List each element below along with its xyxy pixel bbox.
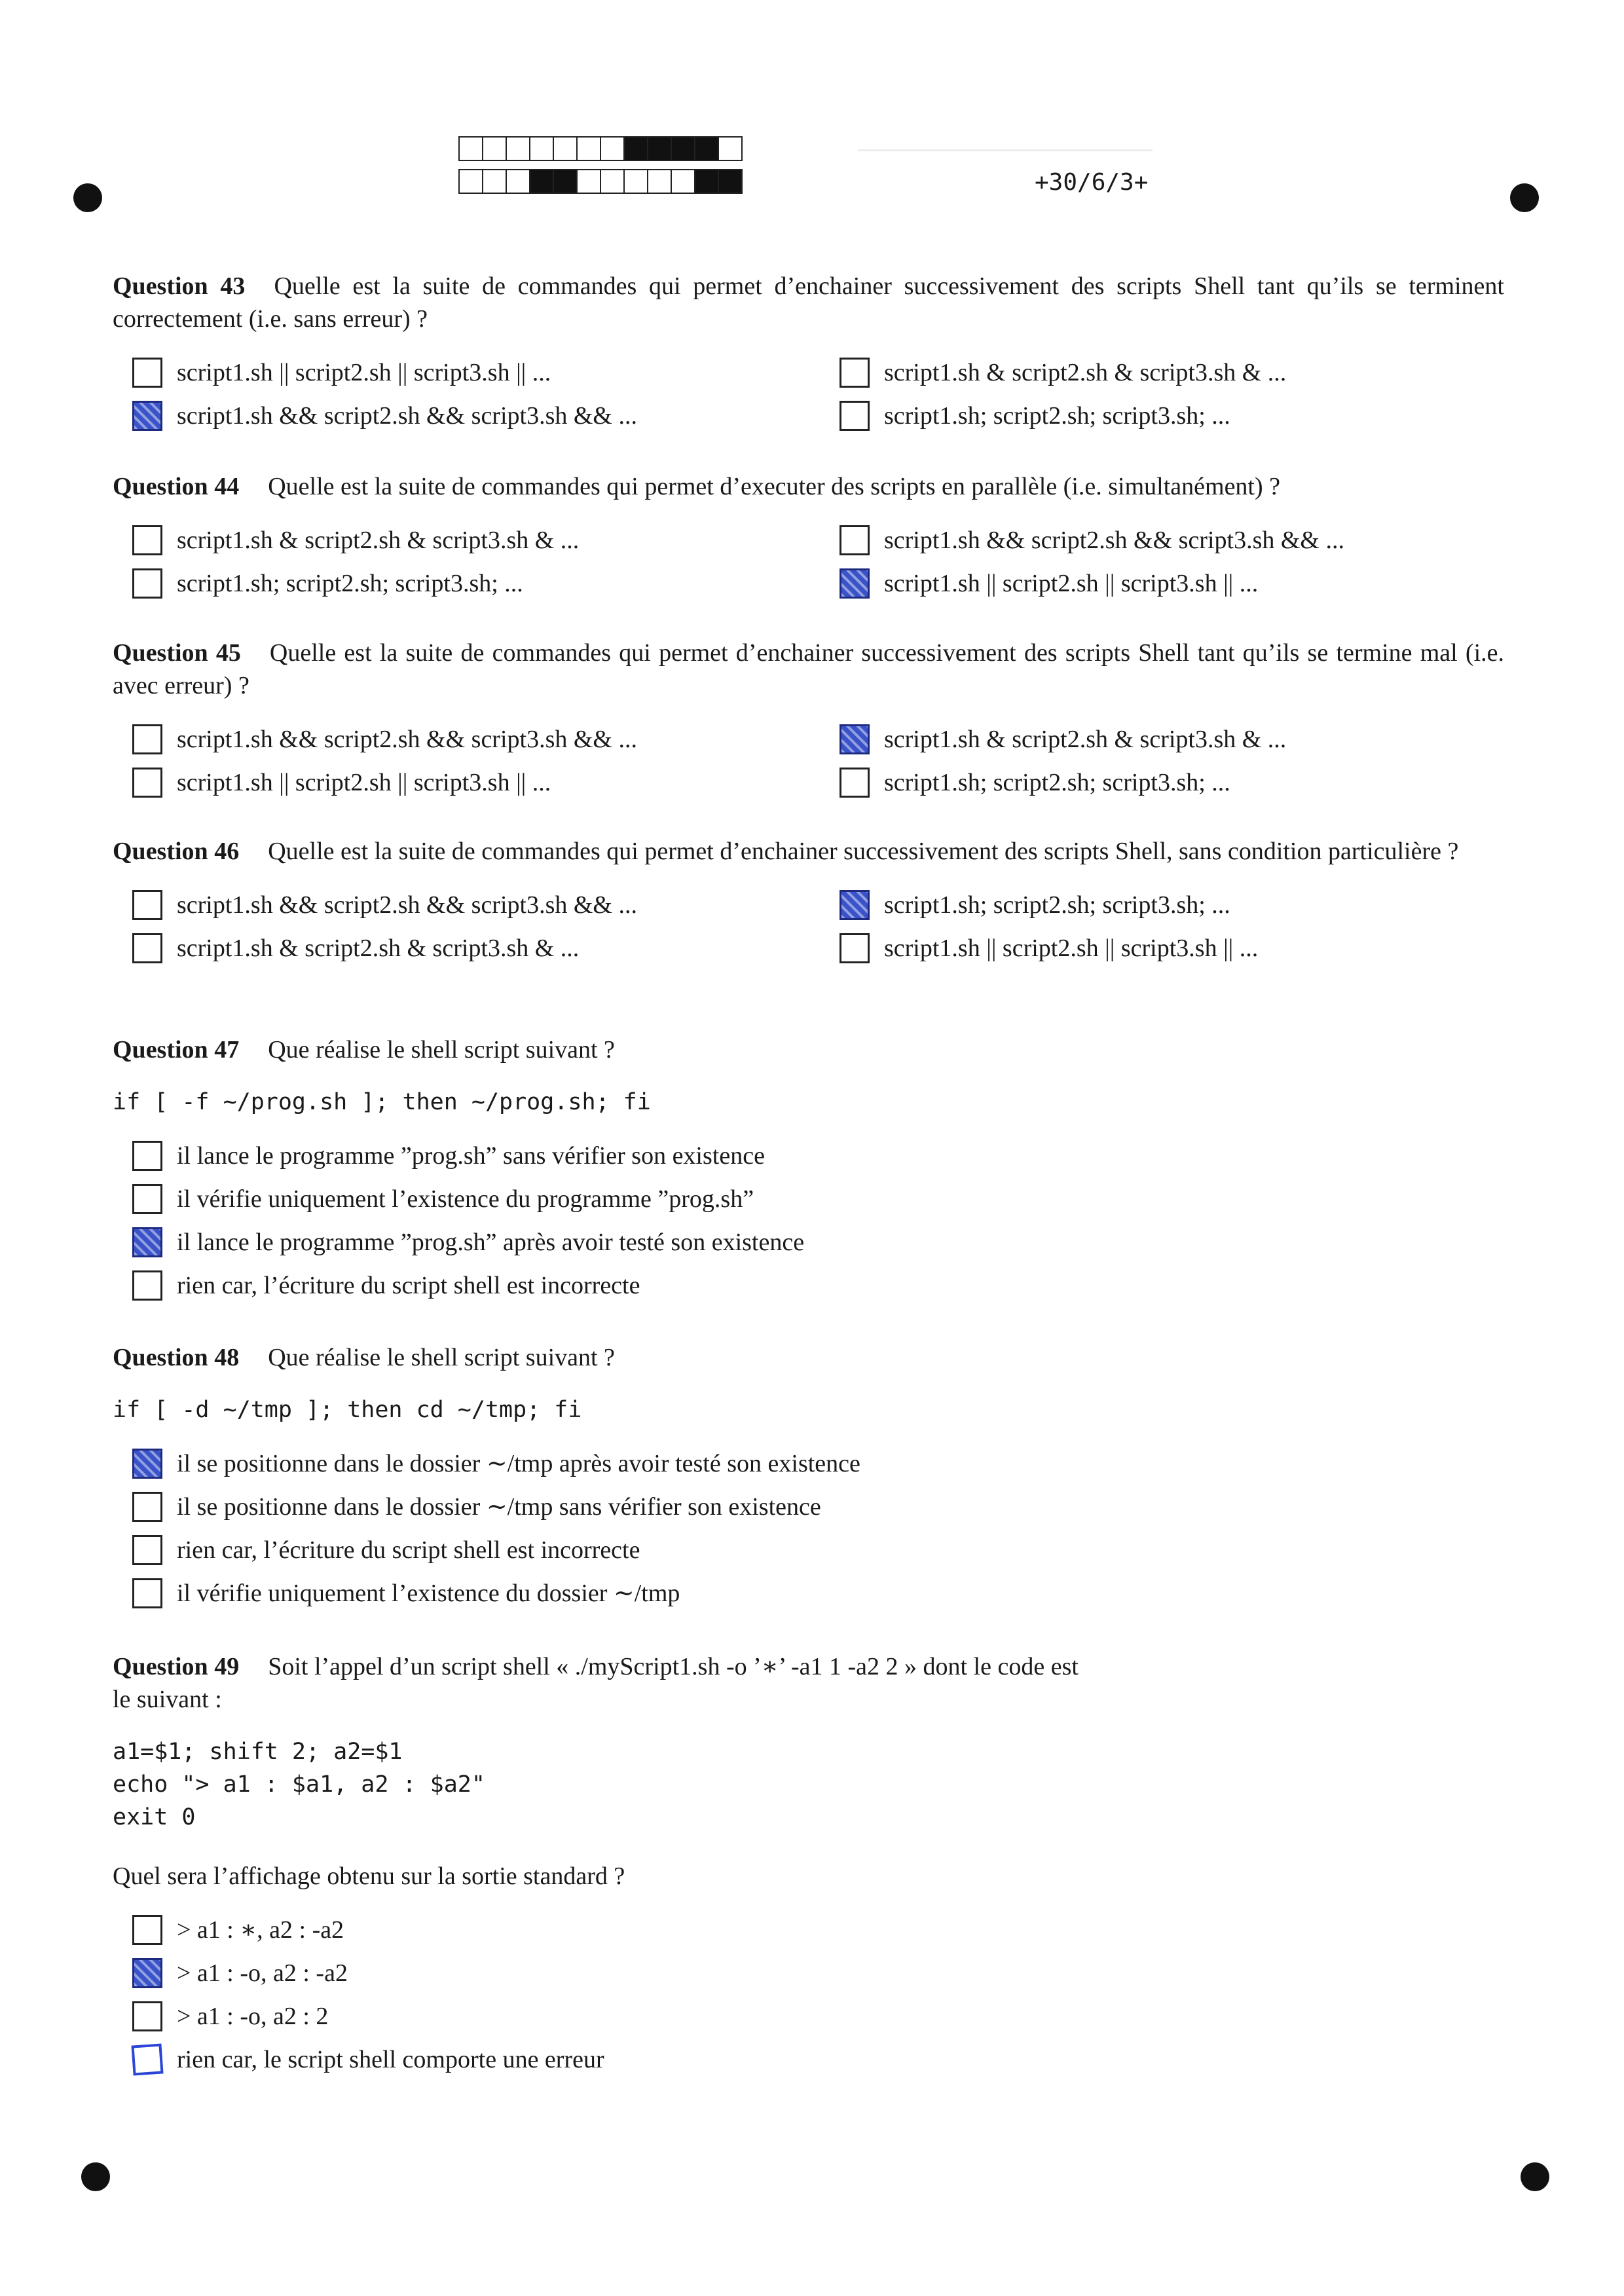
registration-mark-top-right — [1510, 183, 1539, 212]
answer-option[interactable] — [132, 356, 840, 389]
id-grid-cell[interactable] — [506, 169, 530, 194]
question-46 — [113, 835, 1504, 965]
checkbox[interactable] — [132, 1141, 162, 1171]
answer-text: > a1 : -o, a2 : 2 — [177, 2003, 329, 2030]
answer-text: script1.sh && script2.sh && script3.sh && ... — [884, 527, 1344, 554]
registration-mark-bottom-right — [1521, 2162, 1549, 2191]
checkbox[interactable] — [132, 1270, 162, 1301]
question-45 — [113, 637, 1504, 799]
answer-option[interactable] — [840, 399, 1521, 432]
answer-option[interactable] — [132, 524, 840, 557]
checkbox[interactable] — [131, 2043, 163, 2075]
answer-text: script1.sh || script2.sh || script3.sh || ... — [884, 935, 1259, 962]
student-id-grid-row-1 — [458, 136, 741, 161]
question-43 — [113, 270, 1504, 432]
answer-text: il lance le programme ”prog.sh” après avoir testé son existence — [177, 1229, 805, 1256]
answer-text: script1.sh & script2.sh & script3.sh & ... — [884, 726, 1287, 753]
checked-checkbox[interactable] — [840, 724, 870, 754]
id-grid-cell[interactable] — [553, 136, 578, 161]
answer-text: script1.sh; script2.sh; script3.sh; ... — [177, 570, 523, 597]
checkbox[interactable] — [132, 1492, 162, 1522]
answer-option[interactable] — [132, 2000, 1504, 2033]
answer-text: il vérifie uniquement l’existence du dossier ∼/tmp — [177, 1580, 680, 1607]
question-text: Quelle est la suite de commandes qui permet d’enchainer successivement des scripts Shell, sans condition particulière ? — [268, 838, 1459, 865]
code-snippet: if [ -f ~/prog.sh ]; then ~/prog.sh; fi — [113, 1089, 651, 1115]
answer-option[interactable] — [132, 932, 840, 965]
question-label: Question 48 — [113, 1344, 240, 1371]
question-prompt: Quel sera l’affichage obtenu sur la sortie standard ? — [113, 1862, 625, 1890]
answer-option[interactable] — [132, 889, 840, 921]
id-grid-cell[interactable] — [671, 169, 695, 194]
checkbox[interactable] — [132, 1184, 162, 1214]
id-grid-cell[interactable] — [718, 169, 743, 194]
question-49 — [113, 1650, 1504, 2076]
registration-mark-top-left — [73, 183, 102, 212]
id-grid-cell[interactable] — [600, 136, 625, 161]
checked-checkbox[interactable] — [840, 890, 870, 920]
answer-option[interactable] — [840, 356, 1521, 389]
question-label: Question 49 — [113, 1653, 240, 1680]
question-text: Que réalise le shell script suivant ? — [268, 1344, 615, 1371]
checkbox[interactable] — [840, 525, 870, 555]
answer-text: > a1 : ∗, a2 : -a2 — [177, 1916, 344, 1944]
checkbox[interactable] — [132, 933, 162, 963]
id-grid-cell[interactable] — [529, 169, 554, 194]
checkbox[interactable] — [840, 933, 870, 963]
answer-text: rien car, l’écriture du script shell est incorrecte — [177, 1272, 640, 1299]
answer-text: script1.sh || script2.sh || script3.sh || ... — [177, 769, 551, 796]
id-grid-cell[interactable] — [718, 136, 743, 161]
id-grid-cell[interactable] — [647, 136, 672, 161]
answer-option[interactable] — [132, 1269, 1504, 1302]
answer-option[interactable] — [132, 567, 840, 600]
id-grid-cell[interactable] — [482, 169, 507, 194]
question-label: Question 43 — [113, 272, 246, 300]
answer-text: script1.sh && script2.sh && script3.sh && ... — [177, 726, 637, 753]
checked-checkbox[interactable] — [132, 1958, 162, 1988]
answer-option[interactable] — [132, 1577, 1504, 1610]
student-id-grid-row-2 — [458, 169, 741, 194]
checkbox[interactable] — [132, 2001, 162, 2031]
checkbox[interactable] — [840, 401, 870, 431]
answer-option[interactable] — [840, 766, 1521, 799]
code-snippet: if [ -d ~/tmp ]; then cd ~/tmp; fi — [113, 1397, 582, 1423]
checked-checkbox[interactable] — [132, 1449, 162, 1479]
answer-list — [132, 524, 1504, 600]
question-47 — [113, 1033, 1504, 1302]
answer-text: rien car, l’écriture du script shell est incorrecte — [177, 1536, 640, 1564]
checkbox[interactable] — [132, 568, 162, 599]
answer-text: script1.sh; script2.sh; script3.sh; ... — [884, 769, 1230, 796]
id-grid-cell[interactable] — [694, 136, 719, 161]
answer-list — [132, 889, 1504, 965]
checkbox[interactable] — [132, 358, 162, 388]
answer-text: il se positionne dans le dossier ∼/tmp après avoir testé son existence — [177, 1450, 860, 1477]
answer-text: script1.sh || script2.sh || script3.sh || ... — [177, 359, 551, 386]
answer-text: rien car, le script shell comporte une erreur — [177, 2046, 604, 2073]
answer-text: il lance le programme ”prog.sh” sans vérifier son existence — [177, 1142, 765, 1170]
question-text: Quelle est la suite de commandes qui permet d’enchainer successivement des scripts Shell tant qu’ils se termine mal (i.e. avec erreur) ? — [113, 639, 1504, 699]
answer-text: script1.sh && script2.sh && script3.sh && ... — [177, 891, 637, 919]
answer-option[interactable] — [132, 723, 840, 756]
answer-option[interactable] — [132, 399, 840, 432]
answer-option[interactable] — [132, 766, 840, 799]
answer-list — [132, 1914, 1504, 2076]
answer-option[interactable] — [132, 2043, 1504, 2076]
id-grid-cell[interactable] — [623, 169, 648, 194]
checkbox[interactable] — [132, 1578, 162, 1608]
answer-text: il se positionne dans le dossier ∼/tmp sans vérifier son existence — [177, 1493, 821, 1521]
question-label: Question 45 — [113, 639, 241, 667]
answer-text: script1.sh || script2.sh || script3.sh || ... — [884, 570, 1259, 597]
answer-text: > a1 : -o, a2 : -a2 — [177, 1959, 348, 1987]
answer-option[interactable] — [132, 1957, 1504, 1990]
question-text: Soit l’appel d’un script shell « ./myScript1.sh -o ’∗’ -a1 1 -a2 2 » dont le code est le suivant : — [113, 1653, 1079, 1713]
answer-option[interactable] — [840, 889, 1521, 921]
answer-list — [132, 1139, 1504, 1302]
question-text: Quelle est la suite de commandes qui permet d’enchainer successivement des scripts Shell tant qu’ils se terminent correctement (i.e. sans erreur) ? — [113, 272, 1504, 333]
answer-option[interactable] — [840, 524, 1521, 557]
question-label: Question 47 — [113, 1036, 240, 1064]
answer-text: script1.sh && script2.sh && script3.sh && ... — [177, 402, 637, 430]
answer-option[interactable] — [132, 1914, 1504, 1946]
answer-option[interactable] — [132, 1139, 1504, 1172]
id-grid-cell[interactable] — [458, 136, 483, 161]
answer-text: script1.sh; script2.sh; script3.sh; ... — [884, 891, 1230, 919]
checkbox[interactable] — [132, 724, 162, 754]
answer-list — [132, 723, 1504, 799]
checkbox[interactable] — [132, 890, 162, 920]
checkbox[interactable] — [132, 1535, 162, 1565]
checkbox[interactable] — [132, 1915, 162, 1945]
id-grid-cell[interactable] — [647, 169, 672, 194]
question-44 — [113, 470, 1504, 600]
id-grid-cell[interactable] — [576, 136, 601, 161]
checked-checkbox[interactable] — [132, 1227, 162, 1257]
checkbox[interactable] — [840, 768, 870, 798]
answer-text: script1.sh & script2.sh & script3.sh & ... — [177, 527, 580, 554]
id-grid-cell[interactable] — [553, 169, 578, 194]
checked-checkbox[interactable] — [840, 568, 870, 599]
answer-text: il vérifie uniquement l’existence du programme ”prog.sh” — [177, 1185, 754, 1213]
answer-text: script1.sh; script2.sh; script3.sh; ... — [884, 402, 1230, 430]
question-text: Quelle est la suite de commandes qui permet d’executer des scripts en parallèle (i.e. simultanément) ? — [268, 473, 1281, 500]
answer-option[interactable] — [840, 567, 1521, 600]
answer-option[interactable] — [840, 723, 1521, 756]
answer-option[interactable] — [132, 1447, 1504, 1480]
checked-checkbox[interactable] — [132, 401, 162, 431]
answer-text: script1.sh & script2.sh & script3.sh & ... — [177, 935, 580, 962]
question-text: Que réalise le shell script suivant ? — [268, 1036, 615, 1064]
answer-option[interactable] — [132, 1534, 1504, 1566]
checkbox[interactable] — [132, 525, 162, 555]
header-faint-line — [858, 149, 1153, 151]
answer-option[interactable] — [132, 1226, 1504, 1259]
code-snippet: a1=$1; shift 2; a2=$1 echo "> a1 : $a1, a2 : $a2" exit 0 — [113, 1739, 485, 1830]
question-label: Question 46 — [113, 838, 240, 865]
id-grid-cell[interactable] — [529, 136, 554, 161]
answer-option[interactable] — [132, 1183, 1504, 1215]
answer-option[interactable] — [132, 1491, 1504, 1523]
page-code: +30/6/3+ — [1035, 169, 1149, 196]
id-grid-cell[interactable] — [623, 136, 648, 161]
checkbox[interactable] — [840, 358, 870, 388]
registration-mark-bottom-left — [81, 2162, 110, 2191]
id-grid-cell[interactable] — [458, 169, 483, 194]
id-grid-cell[interactable] — [576, 169, 601, 194]
answer-list — [132, 356, 1504, 432]
id-grid-cell[interactable] — [671, 136, 695, 161]
id-grid-cell[interactable] — [600, 169, 625, 194]
question-label: Question 44 — [113, 473, 240, 500]
checkbox[interactable] — [132, 768, 162, 798]
answer-option[interactable] — [840, 932, 1521, 965]
answer-list — [132, 1447, 1504, 1610]
id-grid-cell[interactable] — [482, 136, 507, 161]
question-48 — [113, 1341, 1504, 1610]
id-grid-cell[interactable] — [694, 169, 719, 194]
answer-text: script1.sh & script2.sh & script3.sh & ... — [884, 359, 1287, 386]
id-grid-cell[interactable] — [506, 136, 530, 161]
